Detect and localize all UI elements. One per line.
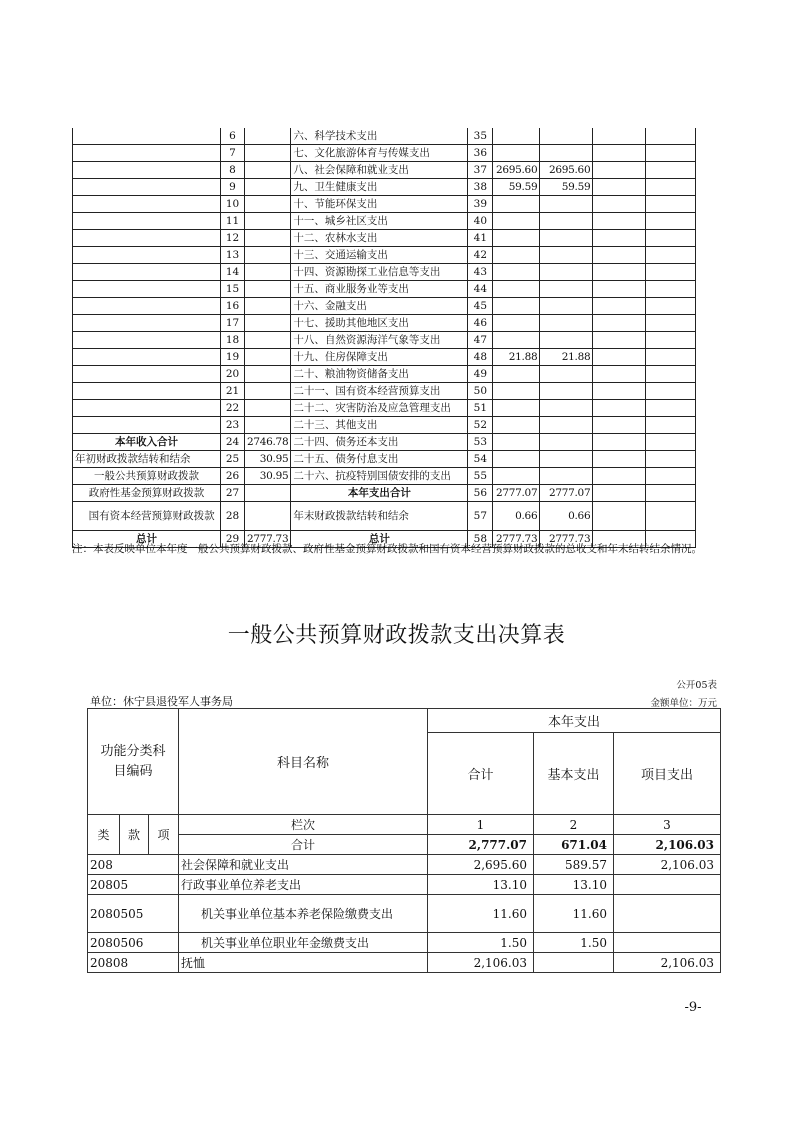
income-amount [245,230,291,247]
table-row [73,298,696,315]
income-line-no: 20 [221,366,245,383]
expense-item: 二十一、国有资本经营预算支出 [291,383,468,400]
header-current-year: 本年支出 [428,709,721,733]
expense-state-capital [646,213,696,230]
expense-line-no: 41 [468,230,493,247]
income-amount [245,400,291,417]
table-row [73,230,696,247]
expense-total [493,298,540,315]
income-line-no: 24 [221,434,245,451]
expense-item: 二十六、抗疫特别国债安排的支出 [291,468,468,485]
expense-general-budget [540,366,593,383]
expense-state-capital [646,230,696,247]
expense-line-no: 52 [468,417,493,434]
header-basic: 基本支出 [534,733,614,815]
expense-item: 年末财政拨款结转和结余 [291,502,468,531]
expense-general-budget: 0.66 [540,502,593,531]
income-amount [245,264,291,281]
expense-general-budget [540,128,593,145]
income-item [73,128,221,145]
table-note: 注：本表反映单位本年度一般公共预算财政拨款、政府性基金预算财政拨款和国有资本经营预算财政拨款的总收支和年末结转结余情况。 [72,543,702,555]
table-row [73,145,696,162]
income-line-no: 16 [221,298,245,315]
income-line-no: 17 [221,315,245,332]
fiscal-appropriation-summary-table-continued [72,128,696,548]
expense-general-budget [540,383,593,400]
expense-line-no: 35 [468,128,493,145]
income-item [73,315,221,332]
expense-total: 2695.60 [493,162,540,179]
expense-total: 2777.07 [493,485,540,502]
expense-state-capital [646,468,696,485]
expense-gov-fund [593,366,646,383]
general-budget-expenditure-table [87,708,721,973]
income-line-no: 23 [221,417,245,434]
expense-line-no: 50 [468,383,493,400]
income-line-no: 27 [221,485,245,502]
table-row [73,128,696,145]
expense-state-capital [646,281,696,298]
form-id: 公开05表 [676,680,717,691]
table-row [73,264,696,281]
column-index-3: 3 [614,815,721,835]
expense-line-no: 40 [468,213,493,230]
expense-state-capital [646,502,696,531]
amount-basic [534,953,614,973]
amount-total: 2,695.60 [428,855,534,875]
expense-gov-fund [593,128,646,145]
expense-total [493,315,540,332]
subject-name: 机关事业单位基本养老保险缴费支出 [179,895,428,933]
income-line-no: 19 [221,349,245,366]
column-index-1: 1 [428,815,534,835]
expense-line-no: 44 [468,281,493,298]
income-item [73,196,221,213]
expense-item: 八、社会保障和就业支出 [291,162,468,179]
income-line-no: 11 [221,213,245,230]
expense-item: 十二、农林水支出 [291,230,468,247]
expense-total [493,417,540,434]
expense-gov-fund [593,502,646,531]
expense-line-no: 43 [468,264,493,281]
expense-line-no: 47 [468,332,493,349]
income-item [73,145,221,162]
amount-basic: 13.10 [534,875,614,895]
expense-gov-fund [593,230,646,247]
page-number: -9- [684,1000,702,1015]
expense-state-capital [646,417,696,434]
income-item [73,264,221,281]
table-row [73,485,696,502]
expense-state-capital [646,451,696,468]
expense-line-no: 36 [468,145,493,162]
expense-general-budget: 2777.07 [540,485,593,502]
expense-state-capital [646,247,696,264]
expense-gov-fund [593,247,646,264]
table-row [73,213,696,230]
expense-item: 十六、金融支出 [291,298,468,315]
table-row [88,875,721,895]
income-amount [245,196,291,213]
income-item [73,400,221,417]
expense-general-budget [540,451,593,468]
income-amount [245,366,291,383]
income-line-no: 12 [221,230,245,247]
income-line-no: 6 [221,128,245,145]
expense-line-no: 39 [468,196,493,213]
table-row [88,933,721,953]
income-amount [245,417,291,434]
income-amount [245,315,291,332]
income-amount: 30.95 [245,451,291,468]
summary-label: 合计 [179,835,428,855]
income-item [73,247,221,264]
header-subject-name: 科目名称 [179,709,428,815]
income-item: 本年收入合计 [73,434,221,451]
table-row [73,366,696,383]
income-item [73,162,221,179]
income-amount [245,213,291,230]
expense-item: 二十四、债务还本支出 [291,434,468,451]
table-row [73,417,696,434]
expense-general-budget [540,230,593,247]
table-row [73,196,696,213]
expense-general-budget [540,298,593,315]
header-code: 功能分类科目编码 [88,709,179,815]
income-item [73,281,221,298]
amount-unit: 金额单位：万元 [650,698,717,709]
expense-gov-fund [593,213,646,230]
column-index-label: 栏次 [179,815,428,835]
table-row [73,162,696,179]
income-line-no: 10 [221,196,245,213]
expense-total [493,264,540,281]
expense-total [493,400,540,417]
expense-total [493,332,540,349]
expense-gov-fund [593,485,646,502]
summary-row [88,835,721,855]
income-item [73,366,221,383]
expense-line-no: 42 [468,247,493,264]
income-amount: 30.95 [245,468,291,485]
table-row [73,247,696,264]
expense-item: 十五、商业服务业等支出 [291,281,468,298]
income-amount [245,485,291,502]
expense-item: 十、节能环保支出 [291,196,468,213]
expense-item: 十四、资源勘探工业信息等支出 [291,264,468,281]
income-item [73,383,221,400]
expense-item: 六、科学技术支出 [291,128,468,145]
income-amount [245,128,291,145]
expense-gov-fund [593,400,646,417]
expense-item: 总计 [291,531,468,548]
expense-gov-fund [593,332,646,349]
income-amount: 2746.78 [245,434,291,451]
table-row [73,400,696,417]
table-row [73,468,696,485]
expense-item: 本年支出合计 [291,485,468,502]
expense-state-capital [646,264,696,281]
amount-total: 11.60 [428,895,534,933]
expense-state-capital [646,315,696,332]
amount-basic: 11.60 [534,895,614,933]
header-total: 合计 [428,733,534,815]
subject-name: 行政事业单位养老支出 [179,875,428,895]
expense-total [493,230,540,247]
income-item [73,332,221,349]
income-amount [245,281,291,298]
amount-total: 13.10 [428,875,534,895]
subject-name: 抚恤 [179,953,428,973]
expense-total [493,434,540,451]
expense-gov-fund [593,349,646,366]
income-item [73,417,221,434]
expense-state-capital [646,298,696,315]
expense-gov-fund [593,179,646,196]
expense-item: 十八、自然资源海洋气象等支出 [291,332,468,349]
amount-total: 1.50 [428,933,534,953]
amount-project: 2,106.03 [614,855,721,875]
expense-item: 十七、援助其他地区支出 [291,315,468,332]
income-item: 国有资本经营预算财政拨款 [73,502,221,531]
expense-gov-fund [593,417,646,434]
amount-project: 2,106.03 [614,953,721,973]
expense-general-budget: 2695.60 [540,162,593,179]
income-line-no: 15 [221,281,245,298]
expense-state-capital [646,434,696,451]
subject-code: 208 [88,855,179,875]
expense-general-budget: 21.88 [540,349,593,366]
expense-total [493,128,540,145]
expense-general-budget [540,315,593,332]
income-line-no: 22 [221,400,245,417]
expense-gov-fund [593,451,646,468]
expense-total [493,247,540,264]
expense-gov-fund [593,145,646,162]
expense-line-no: 55 [468,468,493,485]
expense-line-no: 57 [468,502,493,531]
amount-total: 2,106.03 [428,953,534,973]
income-item: 政府性基金预算财政拨款 [73,485,221,502]
income-item [73,179,221,196]
table-row [73,383,696,400]
expense-item: 十一、城乡社区支出 [291,213,468,230]
income-line-no: 26 [221,468,245,485]
expense-state-capital [646,179,696,196]
unit-name: 单位：休宁县退役军人事务局 [90,695,233,708]
summary-project: 2,106.03 [614,835,721,855]
expense-gov-fund [593,315,646,332]
expense-item: 二十、粮油物资储备支出 [291,366,468,383]
income-line-no: 29 [221,531,245,548]
expense-general-budget [540,400,593,417]
income-item [73,298,221,315]
expense-line-no: 56 [468,485,493,502]
income-amount [245,247,291,264]
expense-state-capital [646,145,696,162]
income-line-no: 18 [221,332,245,349]
income-line-no: 7 [221,145,245,162]
income-amount [245,383,291,400]
table-row [73,315,696,332]
income-line-no: 9 [221,179,245,196]
expense-line-no: 53 [468,434,493,451]
income-amount [245,502,291,531]
expense-line-no: 48 [468,349,493,366]
income-line-no: 13 [221,247,245,264]
expense-gov-fund [593,298,646,315]
expense-item: 九、卫生健康支出 [291,179,468,196]
expense-general-budget [540,468,593,485]
header-item: 项 [149,815,179,855]
subject-code: 20808 [88,953,179,973]
expense-gov-fund [593,196,646,213]
header-section: 款 [120,815,149,855]
expense-line-no: 51 [468,400,493,417]
subject-code: 2080505 [88,895,179,933]
expense-state-capital [646,349,696,366]
income-item [73,349,221,366]
expense-general-budget [540,196,593,213]
income-amount [245,162,291,179]
amount-basic: 589.57 [534,855,614,875]
income-line-no: 21 [221,383,245,400]
expense-item: 七、文化旅游体育与传媒支出 [291,145,468,162]
income-item: 年初财政拨款结转和结余 [73,451,221,468]
expense-line-no: 37 [468,162,493,179]
expense-state-capital [646,485,696,502]
expense-general-budget: 59.59 [540,179,593,196]
summary-basic: 671.04 [534,835,614,855]
income-amount: 2777.73 [245,531,291,548]
table-row [73,349,696,366]
page-title: 一般公共预算财政拨款支出决算表 [227,623,566,648]
expense-general-budget [540,281,593,298]
expense-total: 2777.73 [493,531,540,548]
expense-line-no: 54 [468,451,493,468]
expense-total [493,383,540,400]
income-line-no: 8 [221,162,245,179]
header-class: 类 [88,815,120,855]
table-row [73,502,696,531]
expense-state-capital [646,366,696,383]
expense-item: 二十二、灾害防治及应急管理支出 [291,400,468,417]
table-row [73,179,696,196]
expense-total: 0.66 [493,502,540,531]
table-row [73,332,696,349]
expense-general-budget [540,145,593,162]
expense-line-no: 49 [468,366,493,383]
income-item [73,230,221,247]
subject-name: 机关事业单位职业年金缴费支出 [179,933,428,953]
income-line-no: 25 [221,451,245,468]
expense-item: 二十五、债务付息支出 [291,451,468,468]
expense-total [493,451,540,468]
expense-gov-fund [593,383,646,400]
subject-code: 20805 [88,875,179,895]
expense-general-budget: 2777.73 [540,531,593,548]
expense-gov-fund [593,264,646,281]
amount-basic: 1.50 [534,933,614,953]
expense-total [493,366,540,383]
expense-total [493,196,540,213]
subject-code: 2080506 [88,933,179,953]
expense-gov-fund [593,434,646,451]
expense-general-budget [540,434,593,451]
subject-name: 社会保障和就业支出 [179,855,428,875]
expense-total [493,145,540,162]
table-row [73,451,696,468]
table-row [88,855,721,875]
table-row [73,281,696,298]
expense-total [493,281,540,298]
income-amount [245,179,291,196]
income-item [73,213,221,230]
income-item: 总计 [73,531,221,548]
expense-line-no: 38 [468,179,493,196]
column-index-2: 2 [534,815,614,835]
expense-state-capital [646,196,696,213]
expense-total [493,468,540,485]
expense-gov-fund [593,468,646,485]
amount-project [614,895,721,933]
expense-gov-fund [593,281,646,298]
expense-item: 十三、交通运输支出 [291,247,468,264]
income-amount [245,349,291,366]
expense-item: 十九、住房保障支出 [291,349,468,366]
income-line-no: 14 [221,264,245,281]
income-amount [245,298,291,315]
expense-line-no: 58 [468,531,493,548]
expense-state-capital [646,332,696,349]
expense-general-budget [540,247,593,264]
expense-line-no: 46 [468,315,493,332]
amount-project [614,875,721,895]
table-row [88,895,721,933]
summary-total: 2,777.07 [428,835,534,855]
income-item: 一般公共预算财政拨款 [73,468,221,485]
expense-total: 59.59 [493,179,540,196]
expense-total: 21.88 [493,349,540,366]
table-row [88,953,721,973]
expense-state-capital [646,128,696,145]
expense-line-no: 45 [468,298,493,315]
expense-general-budget [540,332,593,349]
table-row [73,434,696,451]
amount-project [614,933,721,953]
income-amount [245,332,291,349]
expense-general-budget [540,264,593,281]
expense-state-capital [646,400,696,417]
expense-item: 二十三、其他支出 [291,417,468,434]
expense-gov-fund [593,162,646,179]
income-amount [245,145,291,162]
income-line-no: 28 [221,502,245,531]
expense-state-capital [646,162,696,179]
expense-total [493,213,540,230]
header-project: 项目支出 [614,733,721,815]
expense-general-budget [540,417,593,434]
expense-state-capital [646,383,696,400]
expense-general-budget [540,213,593,230]
